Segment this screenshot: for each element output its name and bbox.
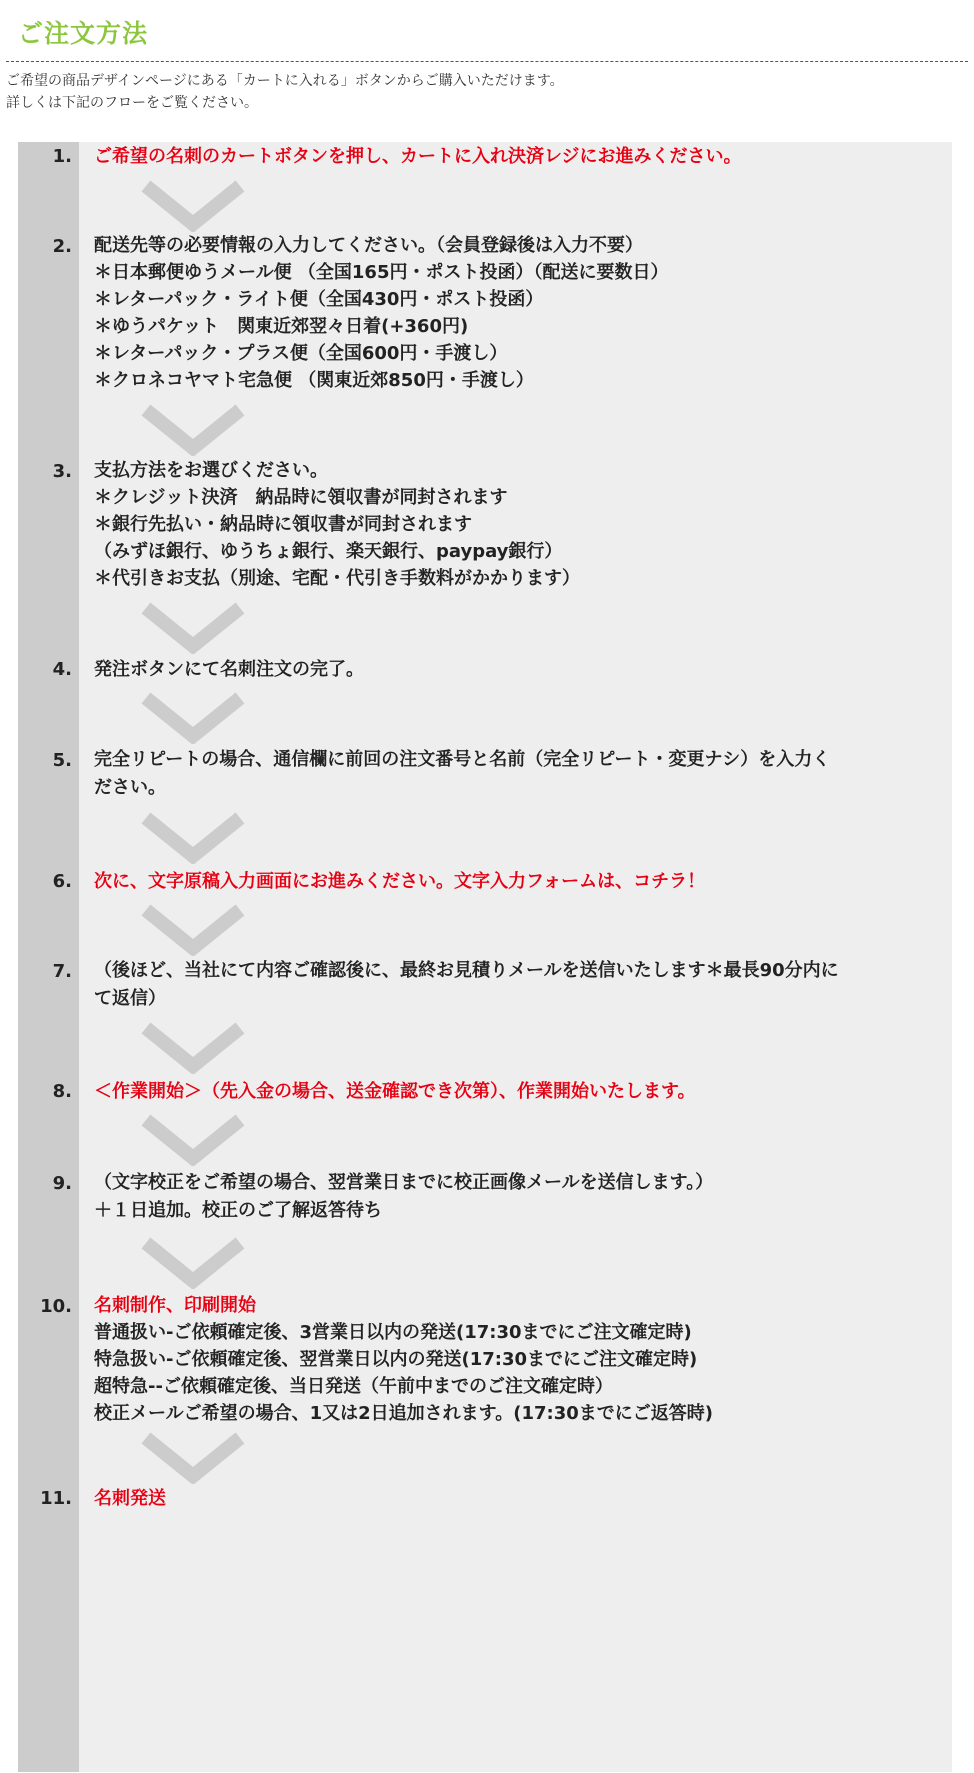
step-line: 配送先等の必要情報の入力してください。（会員登録後は入力不要）: [94, 235, 643, 256]
step-line: 普通扱い-ご依頼確定後、3営業日以内の発送(17:30までにご注文確定時): [94, 1322, 692, 1343]
step-line: ＋１日追加。校正のご了解返答待ち: [94, 1200, 382, 1221]
down-arrow-icon: [138, 1237, 248, 1289]
step-text: [94, 457, 944, 592]
step-line: ＜作業開始＞（先入金の場合、送金確認でき次第）、作業開始いたします。: [94, 1081, 696, 1102]
step-number: 9.: [52, 1173, 72, 1194]
step-number: 1.: [52, 146, 72, 167]
down-arrow-icon: [138, 1432, 248, 1484]
step-line: （後ほど、当社にて内容ご確認後に、最終お見積りメールを送信いたします＊最長90分内にて返信）: [94, 960, 839, 1009]
down-arrow-icon: [138, 812, 248, 864]
step-line: ＊レターパック・プラス便（全国600円・手渡し）: [94, 343, 508, 364]
step-text: [94, 867, 944, 897]
step-line: （文字校正をご希望の場合、翌営業日までに校正画像メールを送信します。）: [94, 1172, 714, 1193]
step-text: [94, 142, 944, 172]
step-number: 4.: [52, 659, 72, 680]
step-line: 完全リピートの場合、通信欄に前回の注文番号と名前（完全リピート・変更ナシ）を入力ください。: [94, 749, 831, 798]
step-line: ＊ゆうパケット 関東近郊翌々日着(+360円): [94, 316, 469, 337]
step-line: ＊銀行先払い・納品時に領収書が同封されます: [94, 514, 472, 535]
intro-line: 詳しくは下記のフローをご覧ください。: [6, 95, 258, 111]
intro-line: ご希望の商品デザインページにある「カートに入れる」ボタンからご購入いただけます。: [6, 73, 564, 89]
step-text: [94, 1292, 944, 1427]
step-number: 6.: [52, 871, 72, 892]
step-text: [94, 1484, 944, 1514]
step-line: 校正メールご希望の場合、1又は2日追加されます。(17:30までにご返答時): [94, 1403, 713, 1424]
step-text: [94, 232, 944, 394]
step-line: ＊クレジット決済 納品時に領収書が同封されます: [94, 487, 508, 508]
step-text: [94, 957, 839, 1013]
step-line: 次に、文字原稿入力画面にお進みください。文字入力フォームは、コチラ！: [94, 871, 706, 892]
step-number: 3.: [52, 461, 72, 482]
step-line: ＊レターパック・ライト便（全国430円・ポスト投函）: [94, 289, 544, 310]
order-flow-panel: [18, 142, 952, 1772]
step-line: （みずほ銀行、ゆうちょ銀行、楽天銀行、paypay銀行）: [94, 541, 563, 562]
step-text: [94, 655, 944, 685]
step-text: [94, 746, 834, 802]
title-divider: [6, 61, 968, 62]
step-number: 10.: [40, 1296, 72, 1317]
step-number: 11.: [40, 1488, 72, 1509]
down-arrow-icon: [138, 904, 248, 956]
step-line: 特急扱い-ご依頼確定後、翌営業日以内の発送(17:30までにご注文確定時): [94, 1349, 698, 1370]
down-arrow-icon: [138, 602, 248, 654]
down-arrow-icon: [138, 1114, 248, 1166]
step-line: 名刺制作、印刷開始: [94, 1295, 256, 1316]
step-line: 名刺発送: [94, 1488, 166, 1509]
step-line: 超特急--ご依頼確定後、当日発送（午前中までのご注文確定時）: [94, 1376, 613, 1397]
page-title: ご注文方法: [18, 19, 149, 48]
step-line: 発注ボタンにて名刺注文の完了。: [94, 659, 364, 680]
intro-text: [6, 70, 564, 114]
down-arrow-icon: [138, 692, 248, 744]
step-number: 7.: [52, 961, 72, 982]
down-arrow-icon: [138, 180, 248, 232]
step-line: ご希望の名刺のカートボタンを押し、カートに入れ決済レジにお進みください。: [94, 146, 742, 167]
down-arrow-icon: [138, 404, 248, 456]
step-line: ＊日本郵便ゆうメール便 （全国165円・ポスト投函）（配送に要数日）: [94, 262, 669, 283]
down-arrow-icon: [138, 1022, 248, 1074]
step-line: 支払方法をお選びください。: [94, 460, 328, 481]
step-number: 5.: [52, 750, 72, 771]
step-line: ＊クロネコヤマト宅急便 （関東近郊850円・手渡し）: [94, 370, 534, 391]
step-line: ＊代引きお支払（別途、宅配・代引き手数料がかかります）: [94, 568, 580, 589]
step-text: [94, 1169, 944, 1225]
step-text: [94, 1077, 944, 1107]
step-number: 2.: [52, 236, 72, 257]
step-number: 8.: [52, 1081, 72, 1102]
